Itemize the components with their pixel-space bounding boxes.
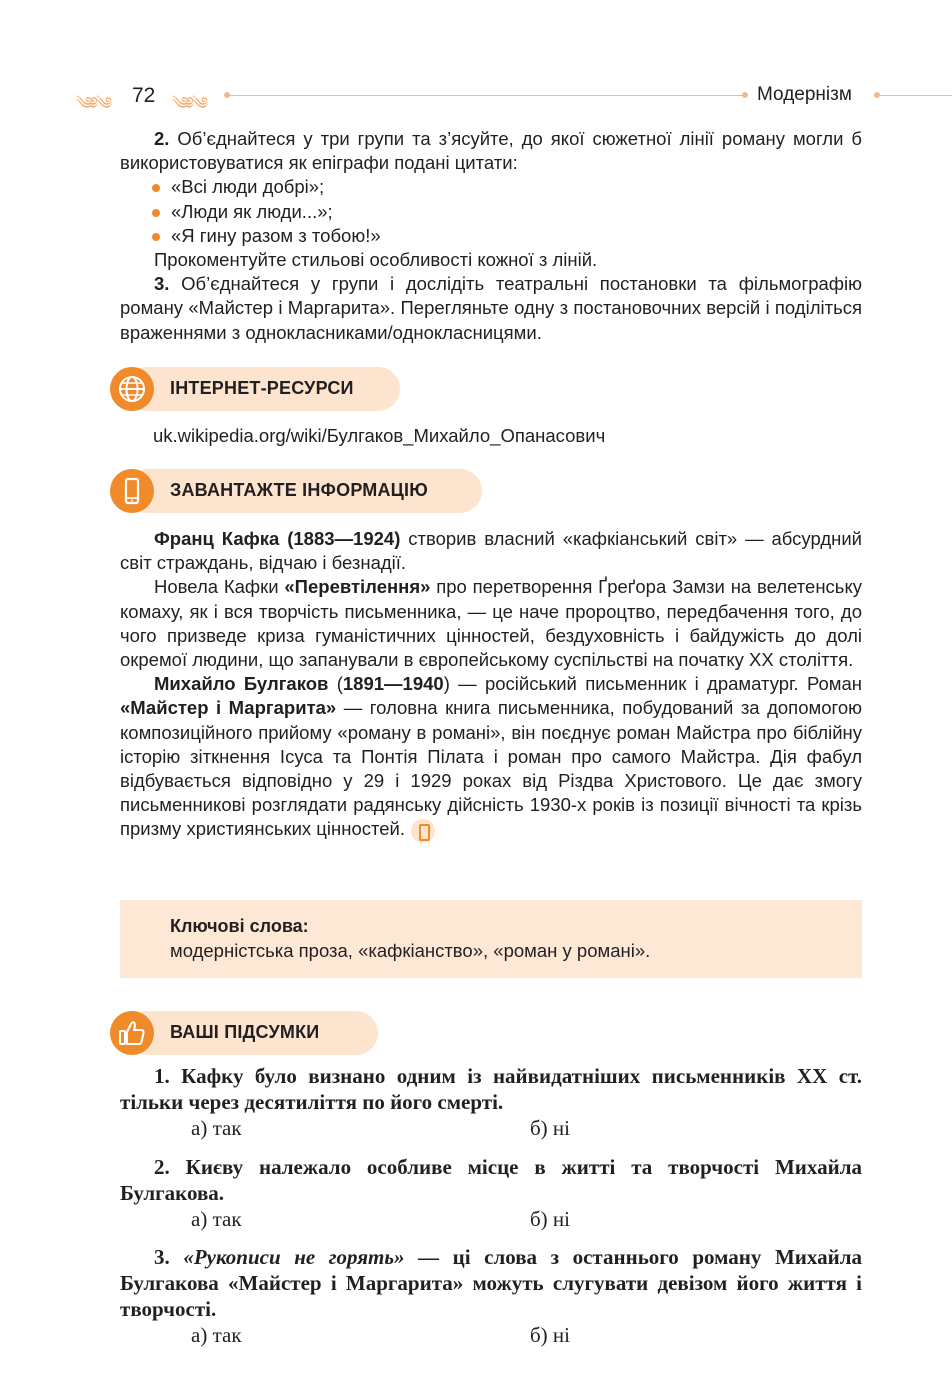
summary-header xyxy=(110,1011,378,1055)
bold-term: Михайло Булгаков xyxy=(154,673,329,695)
quiz-question-2 xyxy=(120,1154,862,1232)
list-item: «Люди як люди...»; xyxy=(152,200,862,224)
bold-term: Франц Кафка (1883—1924) xyxy=(154,528,401,549)
task-text: Об’єднайтеся у три групи та з’ясуйте, до якої сюжетної лінії роману могли б використовуватися як епіграфи подані цитати: xyxy=(120,128,862,174)
thumbs-up-icon xyxy=(110,1011,154,1055)
globe-icon xyxy=(110,367,154,411)
tasks-block xyxy=(120,127,862,345)
option-yes[interactable]: а) так xyxy=(191,1116,242,1140)
keywords-title: Ключові слова: xyxy=(170,916,309,936)
question-rest: — ці слова з останнього роману Михайла Булгакова «Майстер і Маргарита» можуть слугувати девізом його життя і творчості. xyxy=(120,1245,862,1321)
task-text: Об’єднайтеся у групи і дослідіть театральні постановки та фільмографію роману «Майстер і Маргарита». Перегляньте одну з постановочних версій і поділіться враженнями з однокласниками/однокласницями. xyxy=(120,273,862,343)
task-3 xyxy=(120,272,862,345)
answer-options xyxy=(120,1115,862,1141)
answer-options xyxy=(120,1206,862,1232)
page-number: 72 xyxy=(132,84,156,107)
resource-link[interactable]: uk.wikipedia.org/wiki/Булгаков_Михайло_Опанасович xyxy=(153,425,606,446)
task-2 xyxy=(120,127,862,175)
bulgakov-paragraph xyxy=(120,672,862,842)
ornament-right-icon: ༄༅༄ xyxy=(172,94,207,114)
phone-icon xyxy=(411,819,435,843)
phone-icon xyxy=(110,469,154,513)
section-title: ЗАВАНТАЖТЕ ІНФОРМАЦІЮ xyxy=(170,480,428,500)
option-no[interactable]: б) ні xyxy=(530,1207,571,1231)
keywords-text: модерністська проза, «кафкіанство», «роман у романі». xyxy=(170,940,651,961)
task-2-comment: Прокоментуйте стильові особливості кожної з ліній. xyxy=(154,249,598,271)
option-yes[interactable]: а) так xyxy=(191,1207,242,1231)
list-item: «Я гину разом з тобою!» xyxy=(152,224,862,248)
bold-term: «Перевтілення» xyxy=(284,576,431,598)
header-rule xyxy=(878,95,952,96)
quiz-question-3 xyxy=(120,1244,862,1348)
option-no[interactable]: б) ні xyxy=(530,1323,571,1347)
question-text xyxy=(120,1244,862,1322)
section-title: ВАШІ ПІДСУМКИ xyxy=(170,1022,320,1042)
metamorphosis-paragraph xyxy=(120,575,862,672)
list-item: «Всі люди добрі»; xyxy=(152,175,862,199)
internet-resources-header xyxy=(110,367,400,411)
question-number: 3. xyxy=(154,1245,184,1269)
header-rule xyxy=(228,95,746,96)
option-no[interactable]: б) ні xyxy=(530,1116,571,1140)
option-yes[interactable]: а) так xyxy=(191,1323,242,1347)
download-info-header xyxy=(110,469,482,513)
paragraph-text: Новела Кафки xyxy=(154,576,285,598)
question-text: 2. Києву належало особливе місце в житті та творчості Михайла Булгакова. xyxy=(120,1155,862,1205)
task-number: 3. xyxy=(154,273,170,295)
page-header xyxy=(0,82,952,114)
running-section-title: Модернізм xyxy=(757,84,852,105)
answer-options xyxy=(120,1322,862,1348)
ornament-left-icon: ༄༅༄ xyxy=(76,94,111,114)
question-text: 1. Кафку було визнано одним із найвидатніших письменників ХХ ст. тільки через десятиліття по його смерті. xyxy=(120,1064,862,1114)
kafka-paragraph xyxy=(120,527,862,575)
paragraph-text: ( xyxy=(328,673,343,695)
section-title: ІНТЕРНЕТ-РЕСУРСИ xyxy=(170,378,354,398)
task-number: 2. xyxy=(154,128,170,149)
quiz-question-1 xyxy=(120,1063,862,1141)
paragraph-text: — головна книга письменника, побудований за допомогою композиційного прийому «роману в романі», він поєднує роман Майстра про біблійну історію зіткнення Ісуса та Понтія Пілата і роман про самого Майстра. Дія фабул відбувається відповідно у 29 і 1929 роках від Різдва Христового. Це дає змогу письменникові розглядати радянську дійсність 1930-х років із позиції вічності та крізь призму християнських цінностей. xyxy=(120,697,862,840)
paragraph-text: створив власний «кафкіанський світ» — абсурдний світ страждань, відчаю і безнадії. xyxy=(120,528,862,574)
paragraph-text: ) — російський письменник і драматург. Роман xyxy=(443,673,863,695)
paragraph-text: про перетворення Ґреґора Замзи на велетенську комаху, як і вся творчість письменника, — це наче пророцтво, передбачення того, до чого призведе криза гуманістичних цінностей, бездуховність і байдужість до долі окремої людини, що запанували в європейському суспільстві на початку ХХ століття. xyxy=(120,576,862,671)
download-block xyxy=(120,527,862,843)
bold-term: 1891—1940 xyxy=(342,673,444,695)
keywords-box xyxy=(120,900,862,978)
quote-list xyxy=(120,175,862,248)
header-dot xyxy=(742,92,748,98)
italic-quote: «Рукописи не горять» xyxy=(183,1245,405,1269)
bold-term: «Майстер і Маргарита» xyxy=(120,697,337,719)
